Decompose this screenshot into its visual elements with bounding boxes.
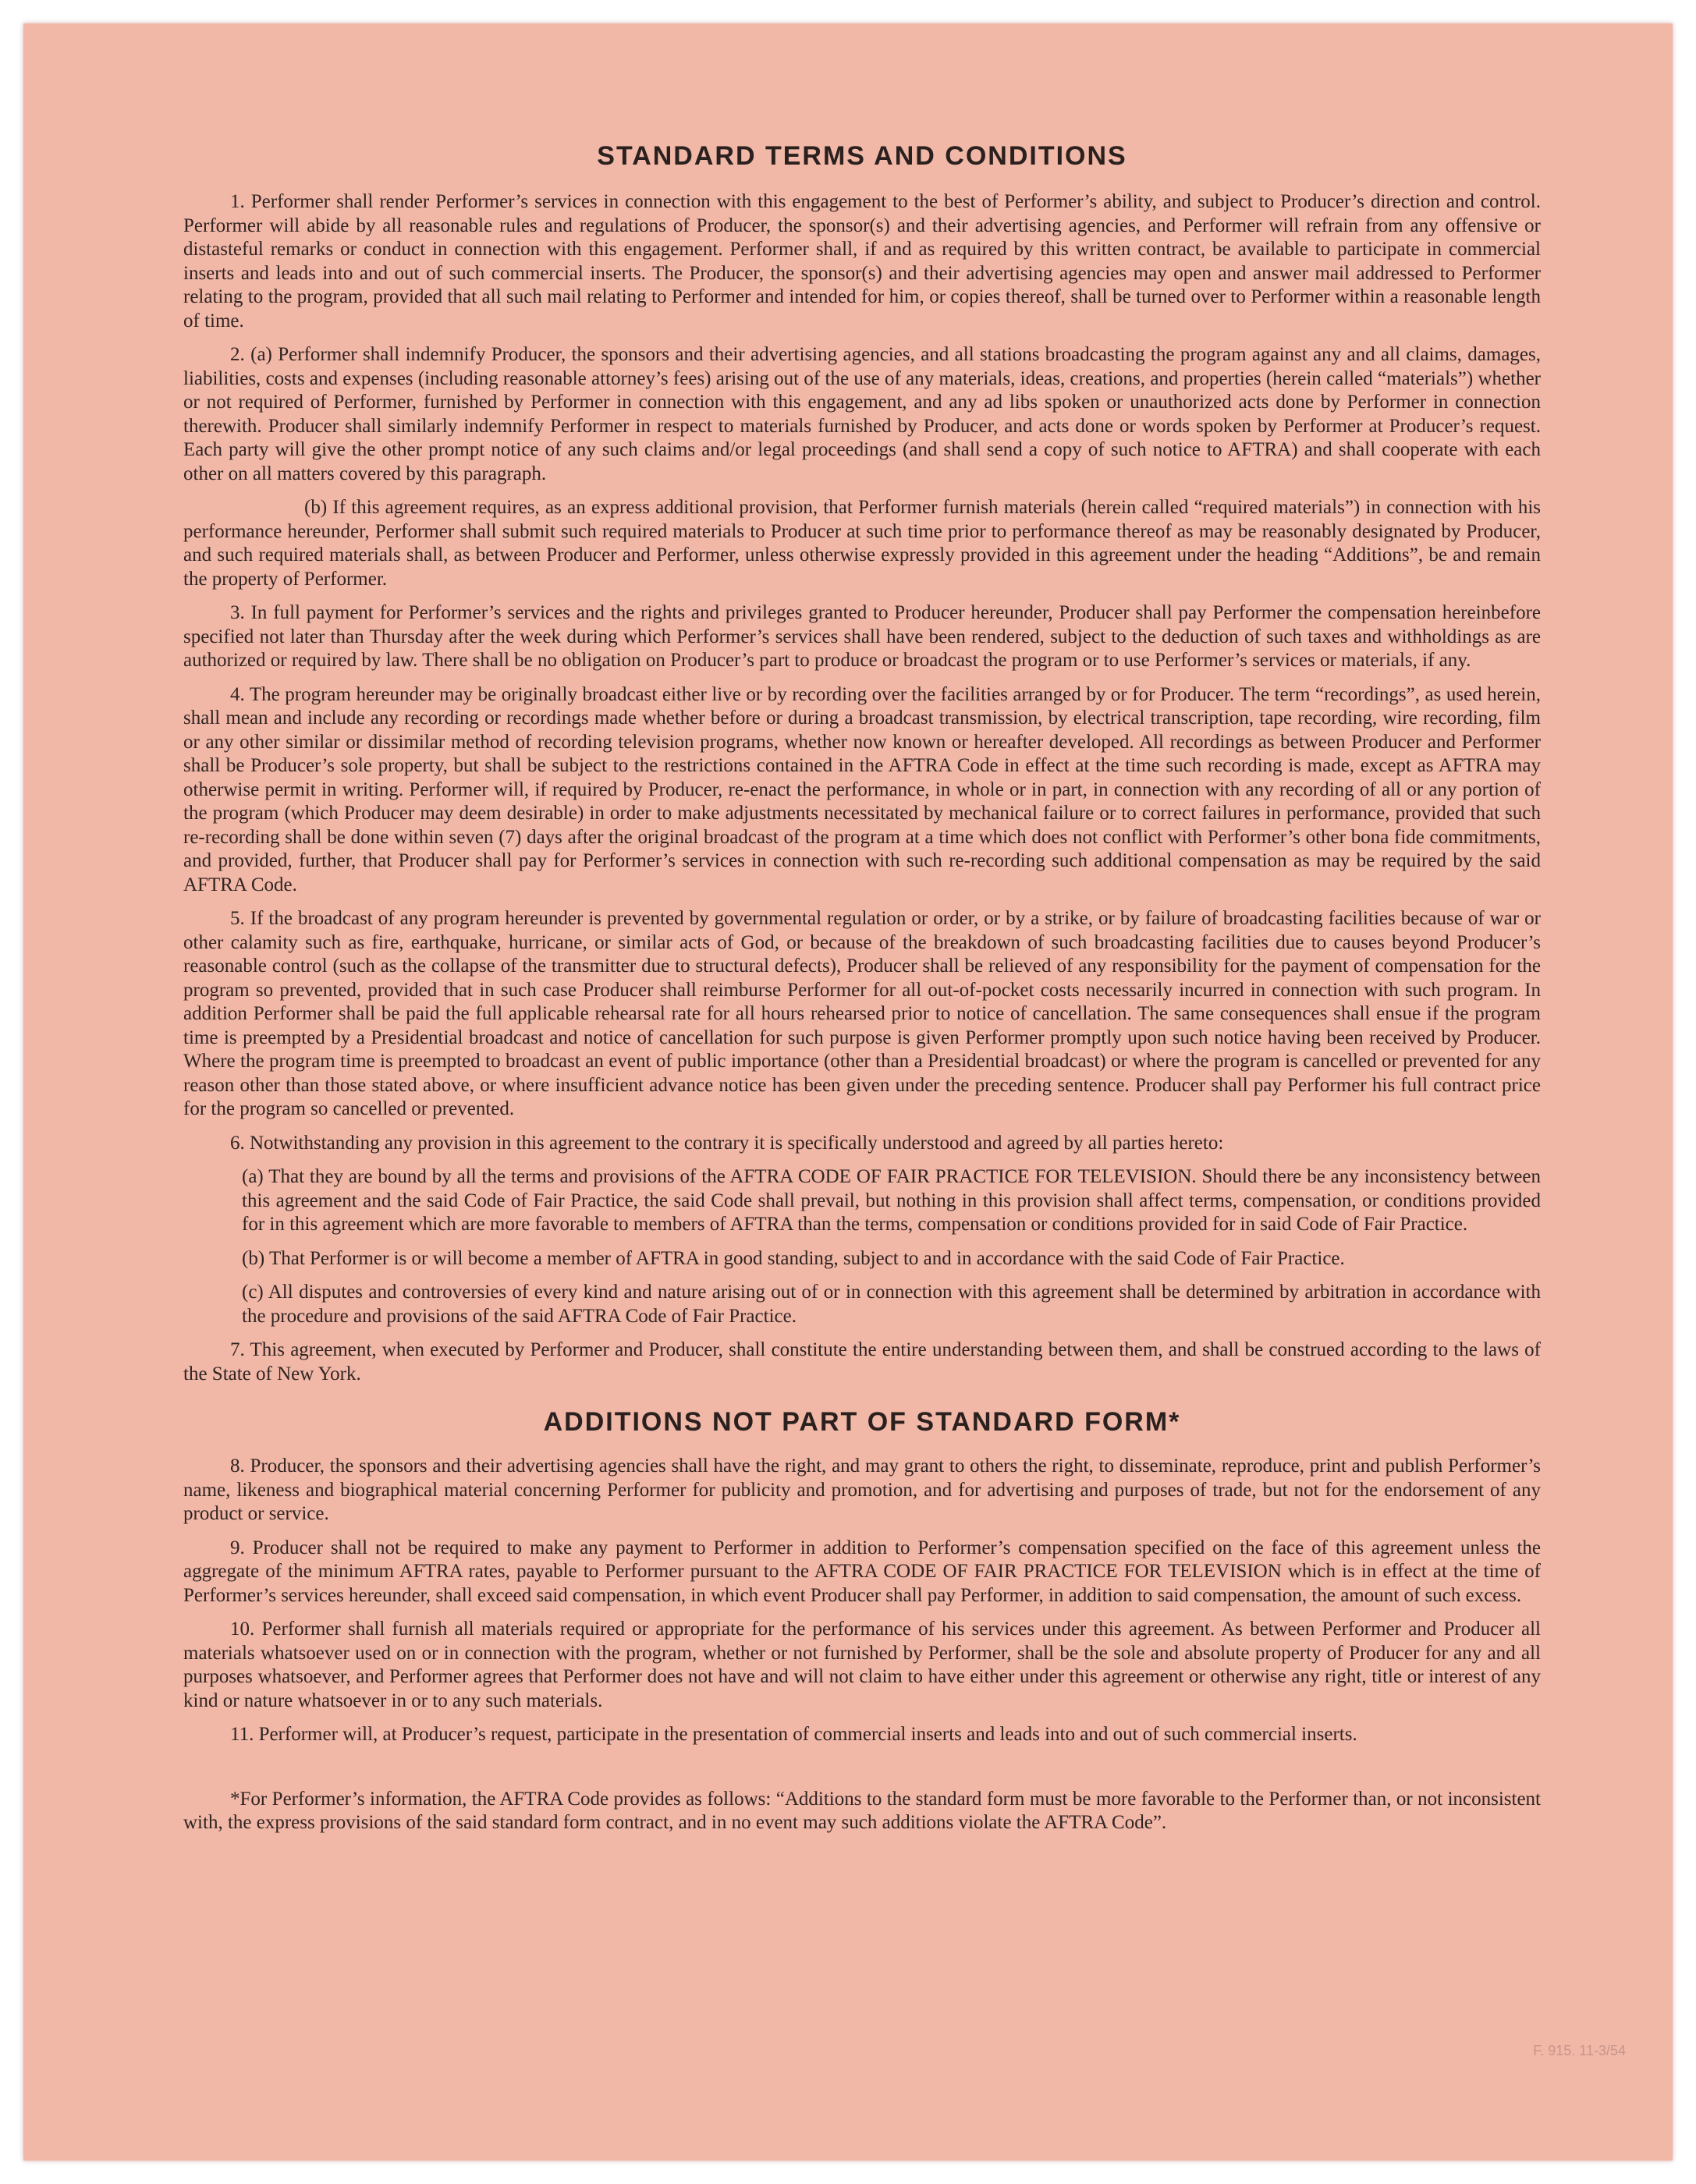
paragraph-2b: (b) If this agreement requires, as an express additional provision, that Performer furnish materials (herein called “required materials”) in connection with his performance hereunder, Performer shall submit such required materials to Producer at such time prior to performance thereof as may be reasonably designated by Producer, and such required materials shall, as between Producer and Performer, unless otherwise expressly provided in this agreement under the heading “Additions”, be and remain the property of Performer. <box>183 497 1541 590</box>
paragraph-9: 9. Producer shall not be required to make any payment to Performer in addition to Performer’s compensation specified on the face of this agreement unless the aggregate of the minimum AFTRA rates, payable to Performer pursuant to the AFTRA CODE OF FAIR PRACTICE FOR TELEVISION which is in effect at the time of Performer’s services hereunder, shall exceed said compensation, in which event Producer shall pay Performer, in addition to said compensation, the amount of such excess. <box>183 1537 1541 1606</box>
paragraph-5: 5. If the broadcast of any program hereunder is prevented by governmental regulation or order, or by a strike, or by failure of broadcasting facilities because of war or other calamity such as fire, earthquake, hurricane, or similar acts of God, or because of the breakdown of such broadcasting facilities due to causes beyond Producer’s reasonable control (such as the collapse of the transmitter due to structural defects), Producer shall be relieved of any responsibility for the payment of compensation for the program so prevented, provided that in such case Producer shall reimburse Performer for all out-of-pocket costs necessarily incurred in connection with such program. In addition Performer shall be paid the full applicable rehearsal rate for all hours rehearsed prior to notice of cancellation. The same consequences shall ensue if the program time is preempted by a Presidential broadcast and notice of cancellation for such purpose is given Performer promptly upon such notice having been received by Producer. Where the program time is preempted to broadcast an event of public importance (other than a Presidential broadcast) or where the program is cancelled or prevented for any reason other than those stated above, or where insufficient advance notice has been given under the preceding sentence. Producer shall pay Performer his full contract price for the program so cancelled or prevented. <box>183 908 1541 1119</box>
paragraph-10: 10. Performer shall furnish all materials required or appropriate for the performance of his services under this agreement. As between Performer and Producer all materials whatsoever used on or in connection with the program, whether or not furnished by Performer, shall be the sole and absolute property of Producer for any and all purposes whatsoever, and Performer agrees that Performer does not have and will not claim to have either under this agreement or otherwise any right, title or interest of any kind or nature whatsoever in or to any such materials. <box>183 1618 1541 1711</box>
document-body <box>183 140 1541 1845</box>
paragraph-7: 7. This agreement, when executed by Performer and Producer, shall constitute the entire understanding between them, and shall be construed according to the laws of the State of New York. <box>183 1339 1541 1384</box>
paragraph-6b: (b) That Performer is or will become a member of AFTRA in good standing, subject to and in accordance with the said Code of Fair Practice. <box>242 1247 1345 1269</box>
paragraph-8: 8. Producer, the sponsors and their advertising agencies shall have the right, and may grant to others the right, to disseminate, reproduce, print and publish Performer’s name, likeness and biographical material concerning Performer for publicity and promotion, and for advertising and purposes of trade, but not for the endorsement of any product or service. <box>183 1455 1541 1524</box>
document-page <box>23 23 1673 2161</box>
paragraph-6c: (c) All disputes and controversies of every kind and nature arising out of or in connection with this agreement shall be determined by arbitration in accordance with the procedure and provisions of the said AFTRA Code of Fair Practice. <box>242 1282 1541 1327</box>
paragraph-4: 4. The program hereunder may be originally broadcast either live or by recording over the facilities arranged by or for Producer. The term “recordings”, as used herein, shall mean and include any recording or recordings made whether before or during a broadcast transmission, by electrical transcription, tape recording, wire recording, film or any other similar or dissimilar method of recording television programs, whether now known or hereafter developed. All recordings as between Producer and Performer shall be Producer’s sole property, but shall be subject to the restrictions contained in the AFTRA Code in effect at the time such recording is made, except as AFTRA may otherwise permit in writing. Performer will, if required by Producer, re-enact the performance, in whole or in part, in connection with any recording of all or any portion of the program (which Producer may deem desirable) in order to make adjustments necessitated by mechanical failure or to correct failures in performance, provided that such re-recording shall be done within seven (7) days after the original broadcast of the program at a time which does not conflict with Performer’s other bona fide commitments, and provided, further, that Producer shall pay for Performer’s services in connection with such re-recording such additional compensation as may be required by the said AFTRA Code. <box>183 683 1541 895</box>
additions-title: ADDITIONS NOT PART OF STANDARD FORM* <box>543 1407 1181 1437</box>
paragraph-1: 1. Performer shall render Performer’s services in connection with this engagement to the best of Performer’s ability, and subject to Producer’s direction and control. Performer will abide by all reasonable rules and regulations of Producer, the sponsor(s) and their advertising agencies, and Performer will refrain from any offensive or distasteful remarks or conduct in connection with this engagement. Performer shall, if and as required by this written contract, be available to participate in commercial inserts and leads into and out of such commercial inserts. The Producer, the sponsor(s) and their advertising agencies may open and answer mail addressed to Performer relating to the program, provided that all such mail relating to Performer and intended for him, or copies thereof, shall be turned over to Performer within a reasonable length of time. <box>183 191 1541 332</box>
form-number: F. 915. 11-3/54 <box>1533 2043 1626 2058</box>
footnote: *For Performer’s information, the AFTRA Code provides as follows: “Additions to the standard form must be more favorable to the Performer than, or not inconsistent with, the express provisions of the said standard form contract, and in no event may such additions violate the AFTRA Code”. <box>183 1788 1541 1833</box>
paragraph-11: 11. Performer will, at Producer’s request, participate in the presentation of commercial inserts and leads into and out of such commercial inserts. <box>230 1724 1357 1745</box>
paragraph-6: 6. Notwithstanding any provision in this agreement to the contrary it is specifically understood and agreed by all parties hereto: <box>230 1132 1224 1154</box>
paragraph-3: 3. In full payment for Performer’s services and the rights and privileges granted to Producer hereunder, Producer shall pay Performer the compensation hereinbefore specified not later than Thursday after the week during which Performer’s services shall have been rendered, subject to the deduction of such taxes and withholdings as are authorized or required by law. There shall be no obligation on Producer’s part to produce or broadcast the program or to use Performer’s services or materials, if any. <box>183 602 1541 671</box>
paragraph-6a: (a) That they are bound by all the terms and provisions of the AFTRA CODE OF FAIR PRACTICE FOR TELEVISION. Should there be any inconsistency between this agreement and the said Code of Fair Practice, the said Code shall prevail, but nothing in this provision shall affect terms, compensation, or conditions provided for in this agreement which are more favorable to members of AFTRA than the terms, compensation or conditions provided for in said Code of Fair Practice. <box>242 1166 1541 1235</box>
paragraph-2a: 2. (a) Performer shall indemnify Producer, the sponsors and their advertising agencies, and all stations broadcasting the program against any and all claims, damages, liabilities, costs and expenses (including reasonable attorney’s fees) arising out of the use of any materials, ideas, creations, and properties (herein called “materials”) whether or not required of Performer, furnished by Performer in connection with this engagement, and any ad libs spoken or unauthorized acts done by Performer in connection therewith. Producer shall similarly indemnify Performer in respect to materials furnished by Producer, and acts done or words spoken by Performer at Producer’s request. Each party will give the other prompt notice of any such claims and/or legal proceedings (and shall send a copy of such notice to AFTRA) and shall cooperate with each other on all matters covered by this paragraph. <box>183 344 1541 484</box>
standard-terms-title: STANDARD TERMS AND CONDITIONS <box>597 141 1127 171</box>
